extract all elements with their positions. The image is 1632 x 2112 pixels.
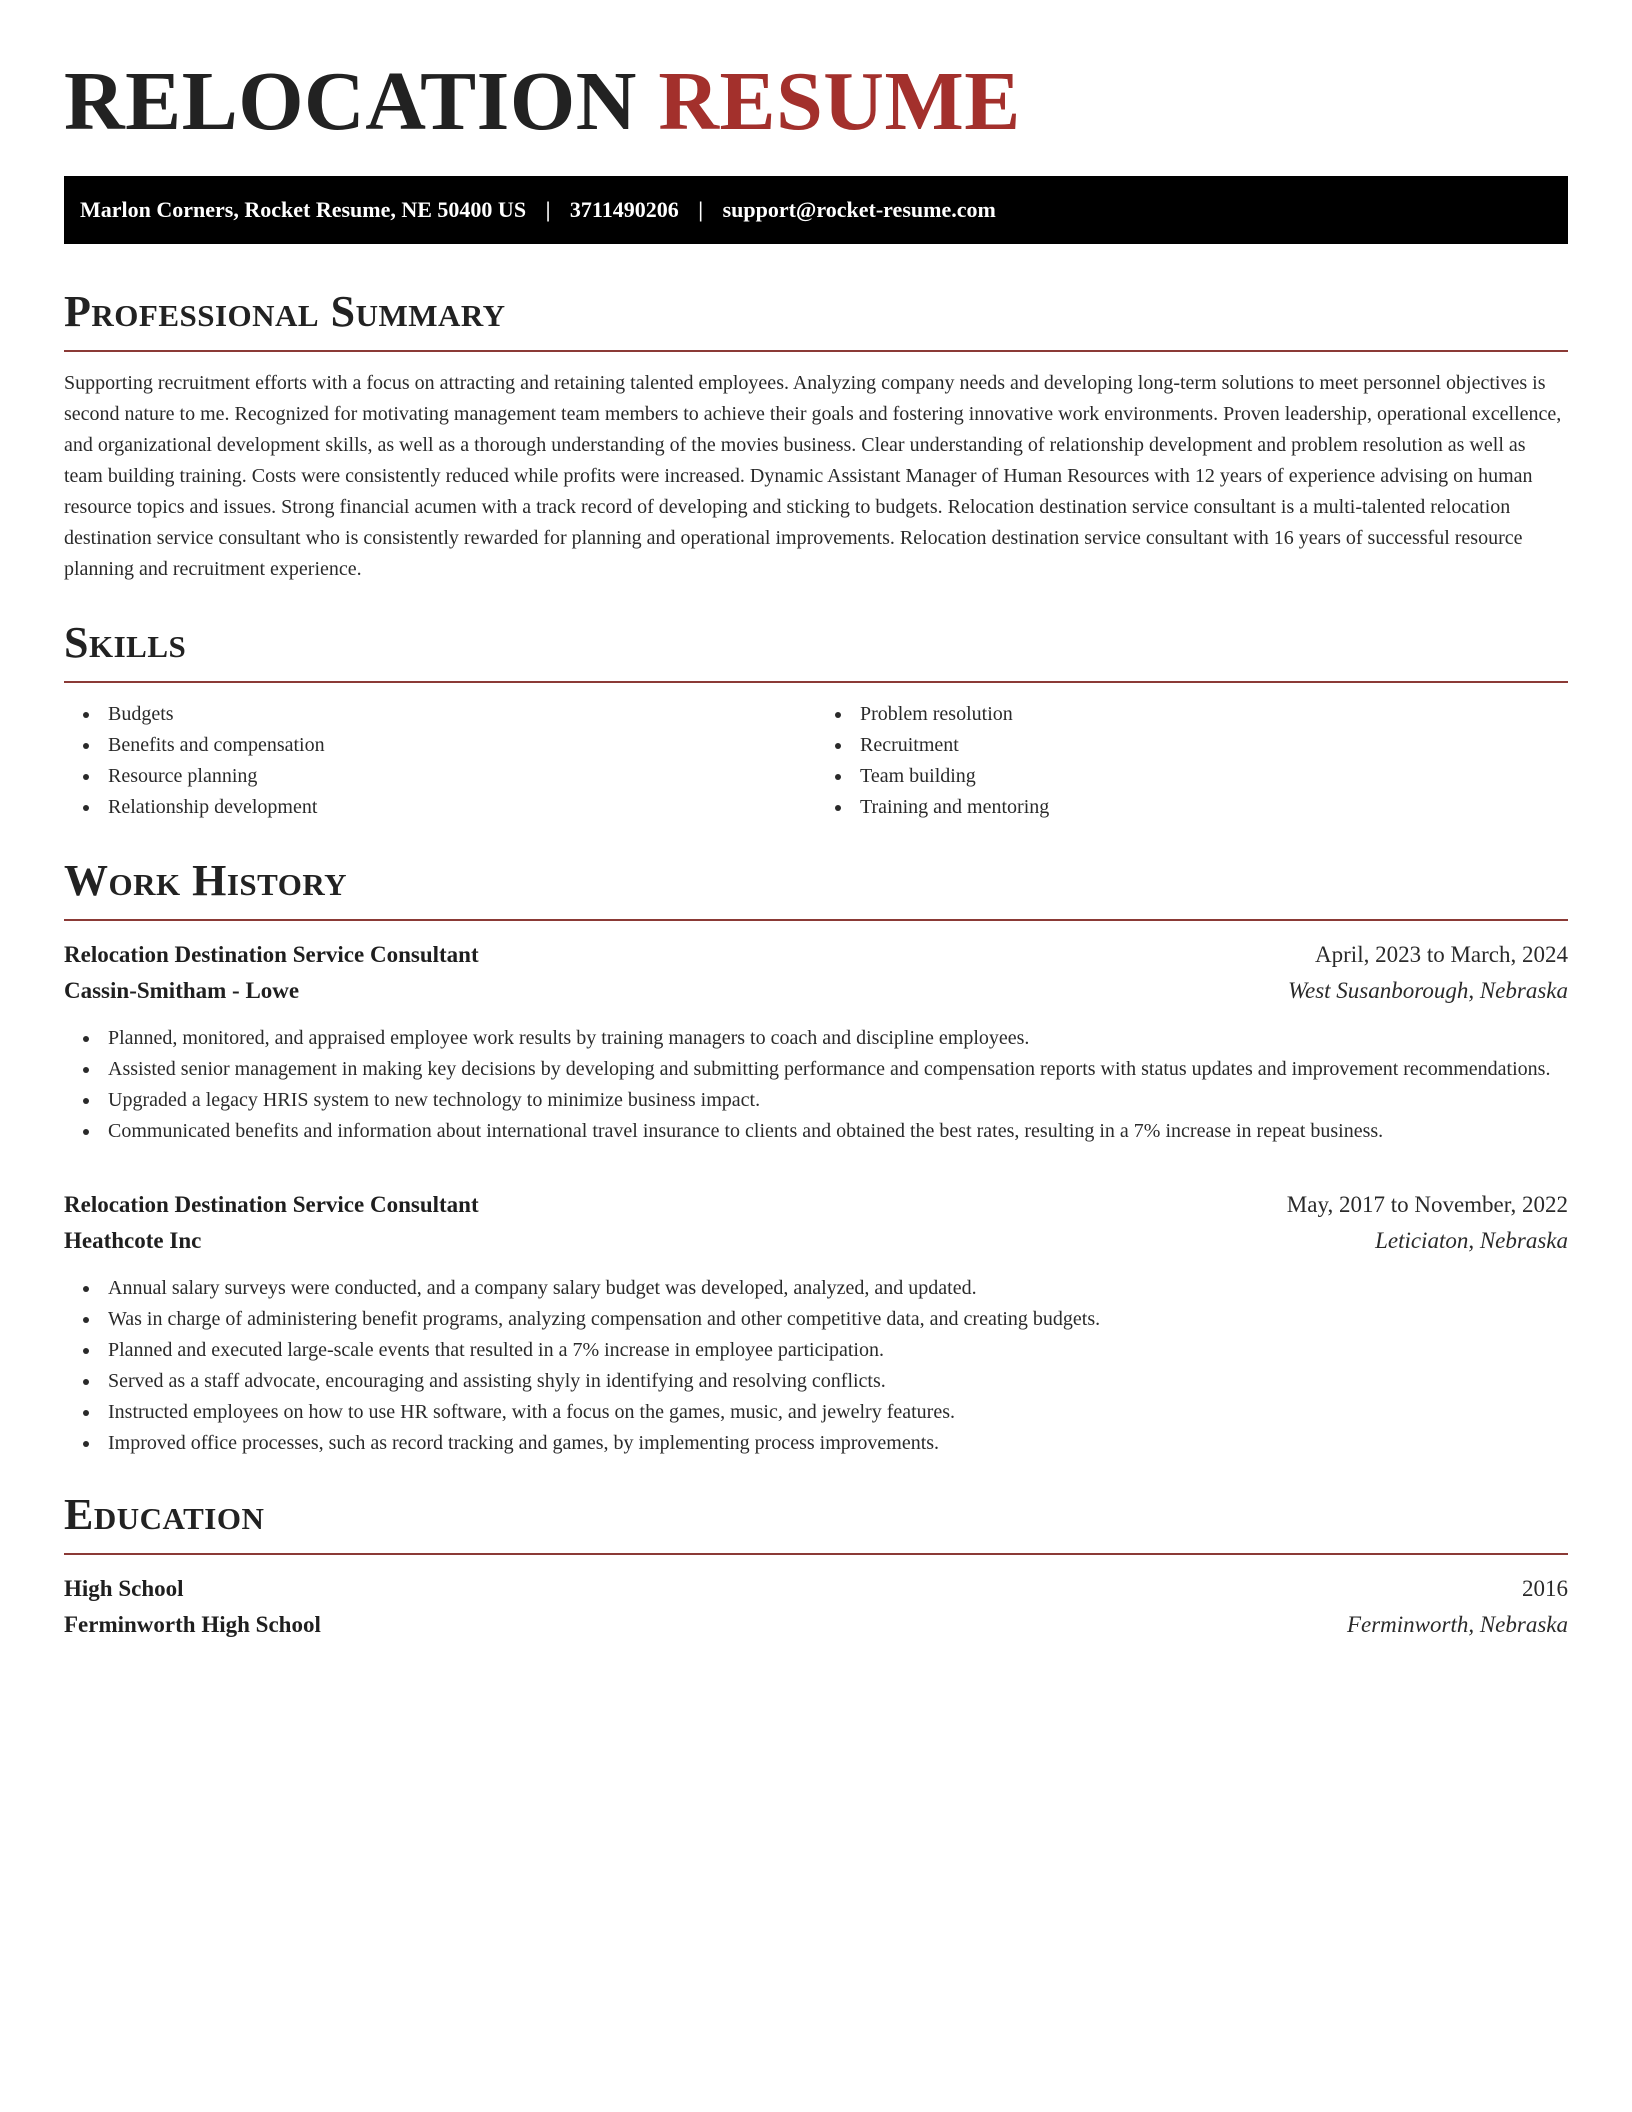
job-location: Leticiaton, Nebraska	[1375, 1228, 1568, 1253]
job-bullets	[64, 1023, 1568, 1147]
skills-column-left	[64, 699, 816, 823]
skills-list	[64, 699, 1568, 823]
section-divider	[64, 919, 1568, 921]
education-year: 2016	[1522, 1576, 1568, 1601]
contact-bar	[64, 176, 1568, 244]
job-company: Cassin-Smitham - Lowe	[64, 978, 300, 1003]
skill-item: Team building	[860, 761, 1568, 792]
section-divider	[64, 681, 1568, 683]
skill-item: Training and mentoring	[860, 792, 1568, 823]
job-company-row	[64, 973, 1568, 1009]
contact-phone[interactable]: 3711490206	[569, 197, 679, 222]
resume-title	[64, 0, 1568, 150]
job-bullet: Was in charge of administering benefit programs, analyzing compensation and other competitive data, and creating budgets.	[108, 1304, 1568, 1335]
job-header-row	[64, 1187, 1568, 1223]
job-bullet: Annual salary surveys were conducted, and a company salary budget was developed, analyzed, and updated.	[108, 1273, 1568, 1304]
education-school: Ferminworth High School	[64, 1612, 321, 1637]
job-title: Relocation Destination Service Consultant	[64, 1192, 479, 1217]
education-degree-row	[64, 1571, 1568, 1607]
job-bullets	[64, 1273, 1568, 1459]
job-bullet: Served as a staff advocate, encouraging and assisting shyly in identifying and resolving conflicts.	[108, 1366, 1568, 1397]
skill-item: Resource planning	[108, 761, 816, 792]
job-company: Heathcote Inc	[64, 1228, 202, 1253]
job-title: Relocation Destination Service Consultant	[64, 942, 479, 967]
section-divider	[64, 350, 1568, 352]
skill-item: Benefits and compensation	[108, 730, 816, 761]
skill-item: Relationship development	[108, 792, 816, 823]
job-entry	[64, 1187, 1568, 1459]
skills-heading: Skills	[64, 618, 187, 667]
job-bullet: Assisted senior management in making key decisions by developing and submitting performance and compensation reports with status updates and improvement recommendations.	[108, 1054, 1568, 1085]
contact-address: Marlon Corners, Rocket Resume, NE 50400 US	[80, 197, 527, 222]
skill-item: Budgets	[108, 699, 816, 730]
job-entry	[64, 937, 1568, 1147]
job-bullet: Improved office processes, such as record tracking and games, by implementing process improvements.	[108, 1428, 1568, 1459]
work-history-heading: Work History	[64, 856, 348, 905]
job-bullet: Planned and executed large-scale events that resulted in a 7% increase in employee participation.	[108, 1335, 1568, 1366]
education-degree: High School	[64, 1576, 184, 1601]
education-location: Ferminworth, Nebraska	[1346, 1612, 1568, 1637]
contact-separator: |	[545, 197, 551, 222]
contact-email[interactable]: support@rocket-resume.com	[722, 197, 996, 222]
job-dates: April, 2023 to March, 2024	[1315, 942, 1568, 967]
contact-separator: |	[698, 197, 704, 222]
education-heading: Education	[64, 1490, 265, 1539]
summary-text: Supporting recruitment efforts with a focus on attracting and retaining talented employees. Analyzing company needs and developing long-term solutions to meet personnel objectives is second nature to me. Recognized for motivating management team members to achieve their goals and fostering innovative work environments. Proven leadership, operational excellence, and organizational development skills, as well as a thorough understanding of the movies business. Clear understanding of relationship development and problem resolution as well as team building training. Costs were consistently reduced while profits were increased. Dynamic Assistant Manager of Human Resources with 12 years of experience advising on human resource topics and issues. Strong financial acumen with a track record of developing and sticking to budgets. Relocation destination service consultant is a multi-talented relocation destination service consultant who is consistently rewarded for planning and operational improvements. Relocation destination service consultant with 16 years of successful resource planning and recruitment experience.	[64, 372, 1562, 580]
job-bullet: Communicated benefits and information about international travel insurance to clients and obtained the best rates, resulting in a 7% increase in repeat business.	[108, 1116, 1568, 1147]
title-word-resume: RESUME	[658, 55, 1021, 148]
summary-heading: Professional Summary	[64, 287, 506, 336]
job-header-row	[64, 937, 1568, 973]
job-bullet: Planned, monitored, and appraised employee work results by training managers to coach and discipline employees.	[108, 1023, 1568, 1054]
education-school-row	[64, 1607, 1568, 1643]
section-divider	[64, 1553, 1568, 1555]
education-entry	[64, 1571, 1568, 1643]
skill-item: Problem resolution	[860, 699, 1568, 730]
title-word-relocation: RELOCATION	[64, 55, 637, 148]
job-dates: May, 2017 to November, 2022	[1286, 1192, 1568, 1217]
job-bullet: Instructed employees on how to use HR software, with a focus on the games, music, and jewelry features.	[108, 1397, 1568, 1428]
job-location: West Susanborough, Nebraska	[1287, 978, 1568, 1003]
job-company-row	[64, 1223, 1568, 1259]
skills-column-right	[816, 699, 1568, 823]
job-bullet: Upgraded a legacy HRIS system to new technology to minimize business impact.	[108, 1085, 1568, 1116]
skill-item: Recruitment	[860, 730, 1568, 761]
